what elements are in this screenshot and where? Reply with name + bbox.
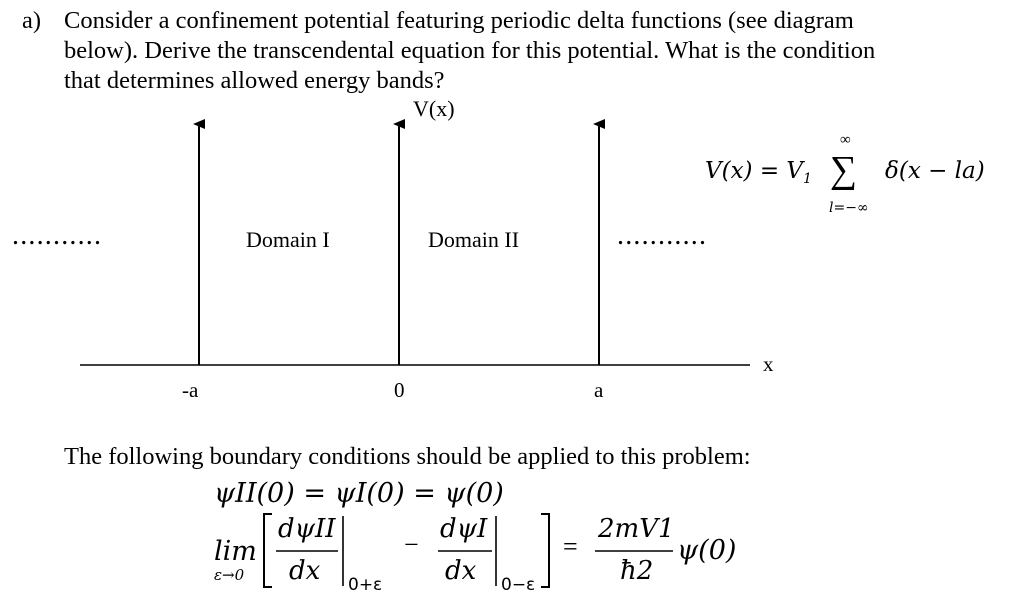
rhs-denominator: ħ2 bbox=[620, 556, 654, 586]
question-line-2: below). Derive the transcendental equation for this potential. What is the condition bbox=[64, 37, 876, 64]
boundary-equation-1: ψII(0) = ψI(0) = ψ(0) bbox=[214, 478, 504, 509]
potential-term: δ(x − la) bbox=[885, 158, 985, 184]
equals-sign: = bbox=[563, 532, 578, 561]
derivative-denominator-2: dx bbox=[445, 556, 477, 586]
left-bracket bbox=[264, 514, 272, 587]
sum-lower-limit: l=−∞ bbox=[829, 200, 869, 216]
sum-upper-limit: ∞ bbox=[840, 132, 851, 148]
potential-lhs-sub: 1 bbox=[803, 171, 812, 187]
question-label: a) bbox=[22, 7, 42, 34]
tick-label-a: a bbox=[594, 378, 604, 402]
derivative-denominator-1: dx bbox=[289, 556, 321, 586]
boundary-intro: The following boundary conditions should be applied to this problem: bbox=[64, 443, 751, 470]
tick-label-zero: 0 bbox=[394, 378, 405, 402]
derivative-numerator-1: dψII bbox=[278, 514, 336, 544]
derivative-numerator-2: dψI bbox=[440, 514, 488, 544]
y-axis-label: V(x) bbox=[413, 96, 455, 121]
domain-2-label: Domain II bbox=[428, 227, 520, 252]
sum-symbol: ∑ bbox=[830, 149, 858, 191]
question-line-3: that determines allowed energy bands? bbox=[64, 67, 445, 94]
lim-subscript: ε→0 bbox=[214, 566, 245, 584]
dots-right: ........... bbox=[617, 220, 708, 251]
eval-point-2: 0−ε bbox=[501, 575, 536, 595]
x-axis-label: x bbox=[763, 352, 774, 376]
dots-left: ........... bbox=[12, 220, 103, 251]
lim-word: lim bbox=[214, 536, 257, 567]
eval-point-1: 0+ε bbox=[348, 575, 383, 595]
potential-lhs: V(x) = V bbox=[705, 158, 804, 184]
domain-1-label: Domain I bbox=[246, 227, 330, 252]
question-line-1: Consider a confinement potential featuring periodic delta functions (see diagram bbox=[64, 7, 854, 34]
rhs-numerator: 2mV1 bbox=[598, 514, 675, 544]
rhs-tail: ψ(0) bbox=[677, 535, 737, 566]
right-bracket bbox=[541, 514, 549, 587]
tick-label-minus-a: -a bbox=[182, 378, 199, 402]
minus-sign: − bbox=[404, 530, 419, 559]
